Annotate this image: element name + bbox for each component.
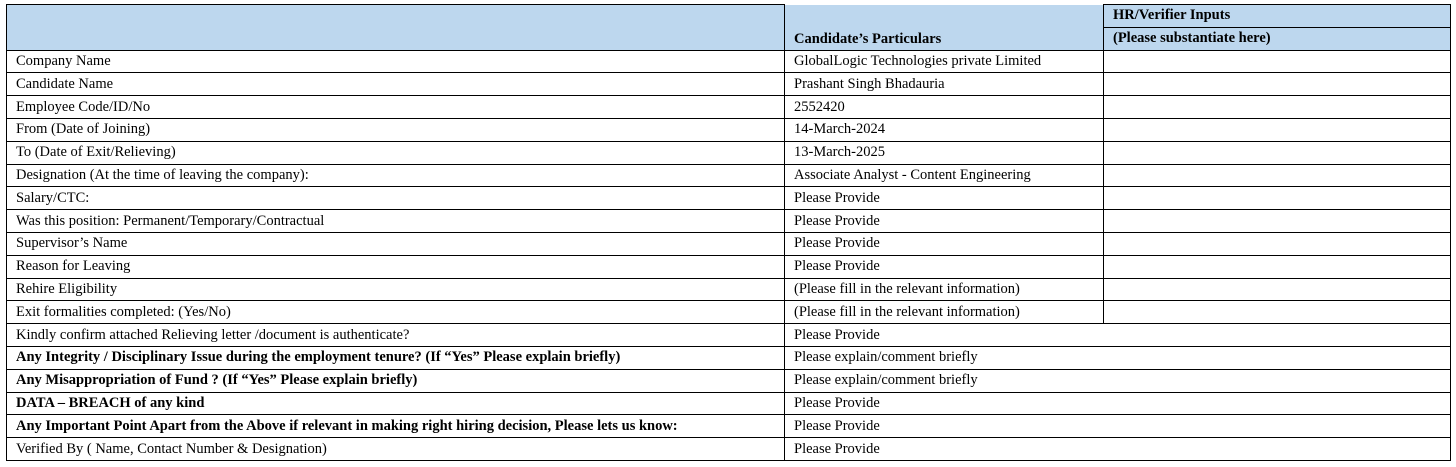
- hr-input-cell[interactable]: [1104, 255, 1451, 278]
- table-row: [7, 392, 1451, 415]
- row-label: DATA – BREACH of any kind: [7, 392, 785, 415]
- hr-input-cell[interactable]: [1104, 210, 1451, 233]
- row-label: Reason for Leaving: [7, 255, 785, 278]
- row-value: Please Provide: [785, 210, 1104, 233]
- row-value: Please Provide: [785, 187, 1104, 210]
- row-label: Salary/CTC:: [7, 187, 785, 210]
- table-row: [7, 210, 1451, 233]
- table-row: [7, 164, 1451, 187]
- row-label: Candidate Name: [7, 73, 785, 96]
- row-label: Any Integrity / Disciplinary Issue during the employment tenure? (If “Yes” Please explain briefly): [7, 346, 785, 369]
- row-label: Employee Code/ID/No: [7, 96, 785, 119]
- row-value: 13-March-2025: [785, 141, 1104, 164]
- row-label: Company Name: [7, 50, 785, 73]
- hr-input-cell[interactable]: [1104, 118, 1451, 141]
- header-particulars-top: [785, 5, 1104, 28]
- table-row: [7, 346, 1451, 369]
- row-value: Associate Analyst - Content Engineering: [785, 164, 1104, 187]
- row-value: GlobalLogic Technologies private Limited: [785, 50, 1104, 73]
- table-row: [7, 50, 1451, 73]
- verification-form-table: [6, 4, 1451, 461]
- candidate-particulars-header: Candidate’s Particulars: [785, 27, 1104, 50]
- row-label: Rehire Eligibility: [7, 278, 785, 301]
- row-value: Please Provide: [785, 255, 1104, 278]
- row-value: Please explain/comment briefly: [785, 346, 1451, 369]
- row-value: 2552420: [785, 96, 1104, 119]
- row-value: Please Provide: [785, 438, 1451, 461]
- row-label: Verified By ( Name, Contact Number & Designation): [7, 438, 785, 461]
- table-row: [7, 369, 1451, 392]
- hr-inputs-subtitle: (Please substantiate here): [1104, 27, 1451, 50]
- row-label: To (Date of Exit/Relieving): [7, 141, 785, 164]
- row-value: Please Provide: [785, 232, 1104, 255]
- row-label: Designation (At the time of leaving the company):: [7, 164, 785, 187]
- hr-input-cell[interactable]: [1104, 164, 1451, 187]
- row-label: Any Misappropriation of Fund ? (If “Yes” Please explain briefly): [7, 369, 785, 392]
- hr-input-cell[interactable]: [1104, 50, 1451, 73]
- row-label: Any Important Point Apart from the Above if relevant in making right hiring decision, Please lets us know:: [7, 415, 785, 438]
- hr-input-cell[interactable]: [1104, 301, 1451, 324]
- row-value: Please Provide: [785, 415, 1451, 438]
- table-row: [7, 187, 1451, 210]
- table-row: [7, 278, 1451, 301]
- hr-input-cell[interactable]: [1104, 96, 1451, 119]
- row-label: Supervisor’s Name: [7, 232, 785, 255]
- hr-input-cell[interactable]: [1104, 141, 1451, 164]
- hr-input-cell[interactable]: [1104, 232, 1451, 255]
- row-value: Please Provide: [785, 324, 1451, 347]
- row-label: Kindly confirm attached Relieving letter /document is authenticate?: [7, 324, 785, 347]
- hr-input-cell[interactable]: [1104, 187, 1451, 210]
- table-row: [7, 255, 1451, 278]
- table-row: [7, 415, 1451, 438]
- hr-input-cell[interactable]: [1104, 278, 1451, 301]
- row-label: From (Date of Joining): [7, 118, 785, 141]
- header-blank-cell: [7, 5, 785, 51]
- table-row: [7, 438, 1451, 461]
- table-row: [7, 118, 1451, 141]
- hr-inputs-title: HR/Verifier Inputs: [1104, 5, 1451, 28]
- hr-input-cell[interactable]: [1104, 73, 1451, 96]
- table-row: [7, 73, 1451, 96]
- row-label: Was this position: Permanent/Temporary/Contractual: [7, 210, 785, 233]
- table-row: [7, 301, 1451, 324]
- row-value: Please Provide: [785, 392, 1451, 415]
- row-value: 14-March-2024: [785, 118, 1104, 141]
- row-value: Prashant Singh Bhadauria: [785, 73, 1104, 96]
- row-label: Exit formalities completed: (Yes/No): [7, 301, 785, 324]
- row-value: (Please fill in the relevant information): [785, 301, 1104, 324]
- table-row: [7, 324, 1451, 347]
- table-row: [7, 141, 1451, 164]
- table-row: [7, 232, 1451, 255]
- row-value: (Please fill in the relevant information): [785, 278, 1104, 301]
- row-value: Please explain/comment briefly: [785, 369, 1451, 392]
- table-row: [7, 96, 1451, 119]
- header-row-top: [7, 5, 1451, 28]
